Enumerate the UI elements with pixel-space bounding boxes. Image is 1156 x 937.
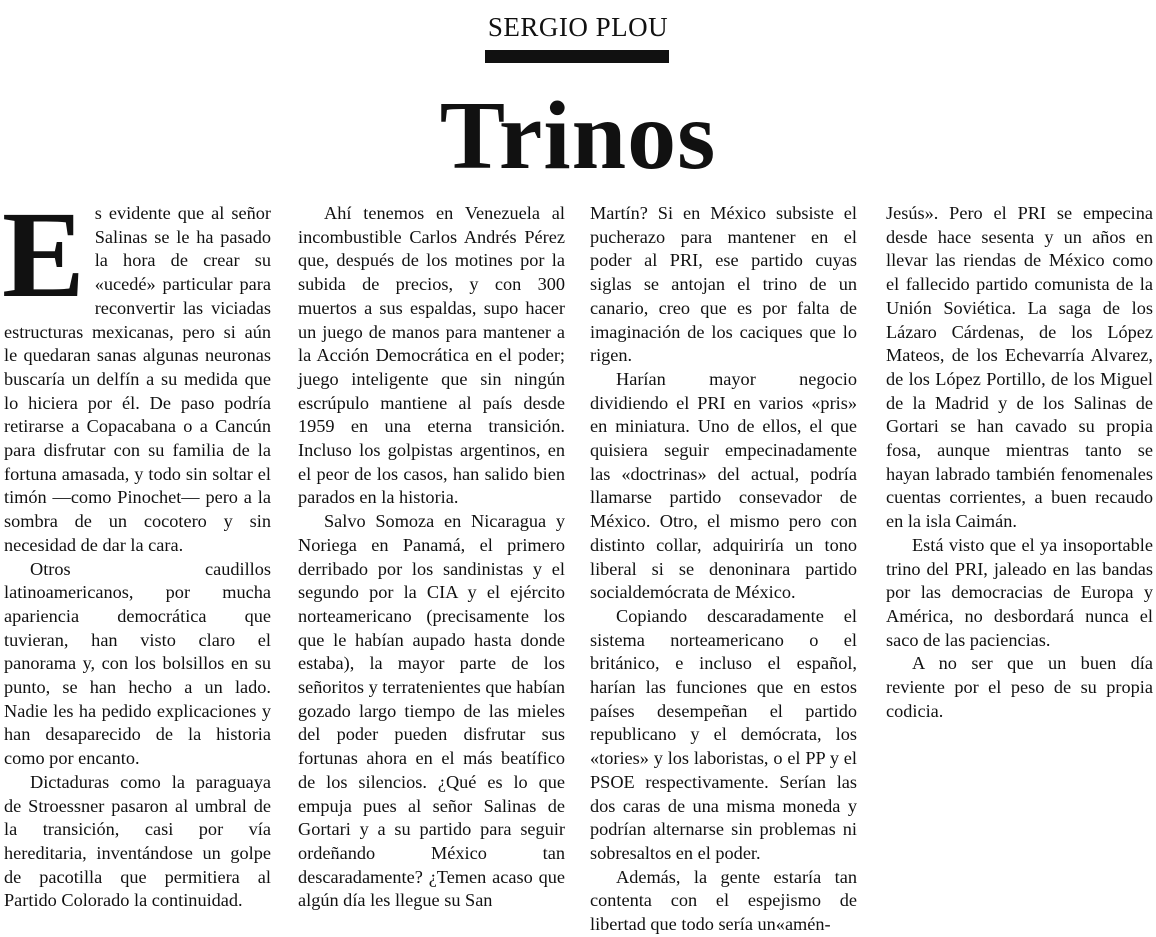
drop-cap: E [2, 186, 85, 323]
article-headline: Trinos [439, 82, 717, 190]
article-column-2 [298, 202, 565, 913]
paragraph: Dictaduras como la paraguaya de Stroessner pasaron al umbral de la transición, casi por vía hereditaria, inventándose un golpe de pacotilla que permitiera al Partido Colorado la continuidad. [4, 771, 271, 911]
paragraph: Ahí tenemos en Venezuela al incombustible Carlos Andrés Pérez que, después de los motines por la subida de precios, y con 300 muertos a sus espaldas, supo hacer un juego de manos para mantener a la Acción Democrática en el poder; juego inteligente que sin ningún escrúpulo mantiene al país desde 1959 en una eterna transición. Incluso los golpistas argentinos, en el peor de los casos, han salido bien parados en la historia. [298, 203, 565, 508]
paragraph: Martín? Si en México subsiste el pucherazo para mantener en el poder al PRI, ese partido cuyas siglas se antojan el trino de un canario, creo que es por falta de imaginación de los caciques que lo rigen. [590, 203, 857, 366]
paragraph: Además, la gente estaría tan contenta con el espejismo de libertad que todo sería un«amén- [590, 866, 857, 935]
paragraph: Jesús». Pero el PRI se empecina desde hace sesenta y un años en llevar las riendas de México como el fallecido partido comunista de la Unión Soviética. La saga de los Lázaro Cárdenas, de los López Mateos, de los Echevarría Alvarez, de los López Portillo, de los Miguel de la Madrid y de los Salinas de Gortari se han cavado su propia fosa, aunque mientras tanto se hayan labrado también fenomenales cuentas corrientes, a buen recaudo en la isla Caimán. [886, 203, 1153, 532]
article-column-1 [2, 186, 271, 913]
paragraph: Copiando descaradamente el sistema norteamericano o el británico, e incluso el español, harían las funciones que en estos países desempeñan el partido republicano y el demócrata, los «tories» y los laboristas, o el PP y el PSOE respectivamente. Serían las dos caras de una misma moneda y podrían alternarse sin problemas ni sobresaltos en el poder. [590, 605, 857, 863]
byline-rule [485, 50, 669, 63]
paragraph: A no ser que un buen día reviente por el peso de su propia codicia. [886, 653, 1153, 721]
paragraph: Salvo Somoza en Nicaragua y Noriega en Panamá, el primero derribado por los sandinistas y el segundo por la CIA y el ejército norteamericano (precisamente los que le habían aupado hasta donde estaba), la mayor parte de los señoritos y terratenientes que habían gozado largo tiempo de las mieles del poder pueden disfrutar sus fortunas ahora en el más beatífico de los silencios. ¿Qué es lo que empuja pues al señor Salinas de Gortari y a su partido para seguir ordeñando México tan descaradamente? ¿Temen acaso que algún día les llegue su San [298, 511, 566, 911]
paragraph: Otros caudillos latinoamericanos, por mucha apariencia democrática que tuvieran, han visto claro el panorama y, con los bolsillos en su punto, se han hecho a un lado. Nadie les ha pedido explicaciones y han desaparecido de la historia como por encanto. [4, 558, 271, 769]
article-column-3 [590, 202, 857, 937]
article-column-4 [886, 202, 1153, 723]
paragraph [2, 186, 271, 558]
paragraph: Está visto que el ya insoportable trino del PRI, jaleado en las bandas por las democracias de Europa y América, no desbordará nunca el saco de las paciencias. [886, 534, 1153, 650]
author-byline: SERGIO PLOU [487, 12, 669, 42]
paragraph-text: s evidente que al señor Salinas se le ha pasado la hora de crear su «ucedé» particular para reconvertir las viciadas estructuras mexicanas, pero si aún le quedaran sanas algunas neuronas buscaría un delfín a su medida que lo hiciera por él. De paso podría retirarse a Copacabana o a Cancún para disfrutar con su familia de la fortuna amasada, y todo sin soltar el timón —como Pinochet— pero a la sombra de un cocotero y sin necesidad de dar la cara. [4, 203, 271, 555]
paragraph: Harían mayor negocio dividiendo el PRI en varios «pris» en miniatura. Uno de ellos, el que quisiera seguir empecinadamente las «doctrinas» del actual, podría llamarse partido consevador de México. Otro, el mismo pero con distinto collar, adquiriría un tono liberal si se denoninara partido socialdemócrata de México. [590, 368, 857, 603]
